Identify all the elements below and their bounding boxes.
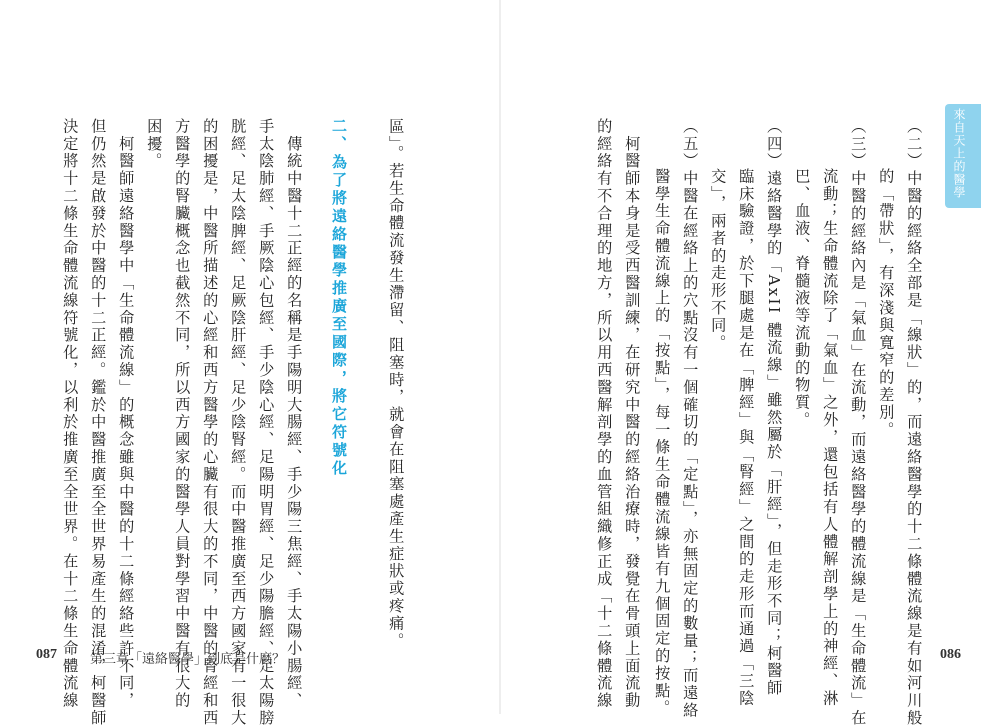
- text-column: 柯醫師遠絡醫學中「生命體流線」的概念雖與中醫的十二條經絡些許不同，: [117, 118, 136, 710]
- chapter-tab-label: 來自天上的醫學: [952, 108, 966, 199]
- page-number-right: 086: [940, 647, 961, 662]
- section-heading: 二、為了將遠絡醫學推廣至國際，將它符號化: [330, 118, 348, 478]
- running-head: 第三章「遠絡醫學」到底是什麼？: [90, 651, 286, 666]
- text-column: （二）中醫的經絡全部是「線狀」的，而遠絡醫學的十二條體流線是有如河川般: [905, 118, 924, 727]
- text-column: 區」。若生命體流發生滯留、阻塞時，就會在阻塞處產生症狀或疼痛。: [387, 118, 406, 650]
- text-column: 巴、血液、脊髓液等流動的物質。: [793, 168, 812, 429]
- text-column: 的經絡有不合理的地方，所以用西醫解剖學的血管組織修正成「十二條體流線: [595, 118, 614, 710]
- text-column: 胱經、足太陰脾經、足厥陰肝經、足少陰腎經。而中醫推廣至西方國家有一很大: [229, 118, 248, 727]
- text-column: 交」，兩者的走形不同。: [709, 168, 728, 352]
- page-gutter: [499, 0, 501, 714]
- page-number-left: 087: [36, 647, 57, 662]
- text-column: 但仍然是啟發於中醫的十二正經。鑑於中醫推廣至全世界易產生的混淆，柯醫師: [89, 118, 108, 727]
- text-column: 流動；生命體流除了「氣血」之外，還包括有人體解剖學上的神經、淋: [821, 168, 840, 708]
- text-column: 決定將十二條生命體流線符號化，以利於推廣至全世界。在十二條生命體流線: [61, 118, 80, 710]
- text-column: 的「帶狀」，有深淺與寬窄的差別。: [877, 168, 896, 439]
- text-column: 的困擾是，中醫所描述的心經和西方醫學的心臟有很大的不同，中醫的腎經和西: [201, 118, 220, 727]
- text-column: （三）中醫的經絡內是「氣血」在流動，而遠絡醫學的體流線是「生命體流」在: [849, 118, 868, 727]
- text-column: 困擾。: [145, 118, 164, 171]
- text-column: 臨床驗證，於下腿處是在「脾經」與「腎經」之間的走形而通過「三陰: [737, 168, 756, 708]
- text-column: （五）中醫在經絡上的穴點沒有一個確切的「定點」，亦無固定的數量；而遠絡: [681, 118, 700, 720]
- text-column: 傳統中醫十二正經的名稱是手陽明大腸經、手少陽三焦經、手太陽小腸經、: [285, 118, 304, 710]
- text-column: 手太陰肺經、手厥陰心包經、手少陰心經、足陽明胃經、足少陽膽經、足太陽膀: [257, 118, 276, 727]
- text-column: 方醫學的腎臟概念也截然不同，所以西方國家的醫學人員對學習中醫有很大的: [173, 118, 192, 710]
- text-column: 醫學生命體流線上的「按點」，每一條生命體流線皆有九個固定的按點。: [653, 168, 672, 718]
- text-column: 柯醫師本身是受西醫訓練，在研究中醫的經絡治療時，發覺在骨頭上面流動: [623, 118, 642, 710]
- text-column: （四）遠絡醫學的「AxII 體流線」雖然屬於「肝經」，但走形不同；柯醫師: [765, 118, 784, 698]
